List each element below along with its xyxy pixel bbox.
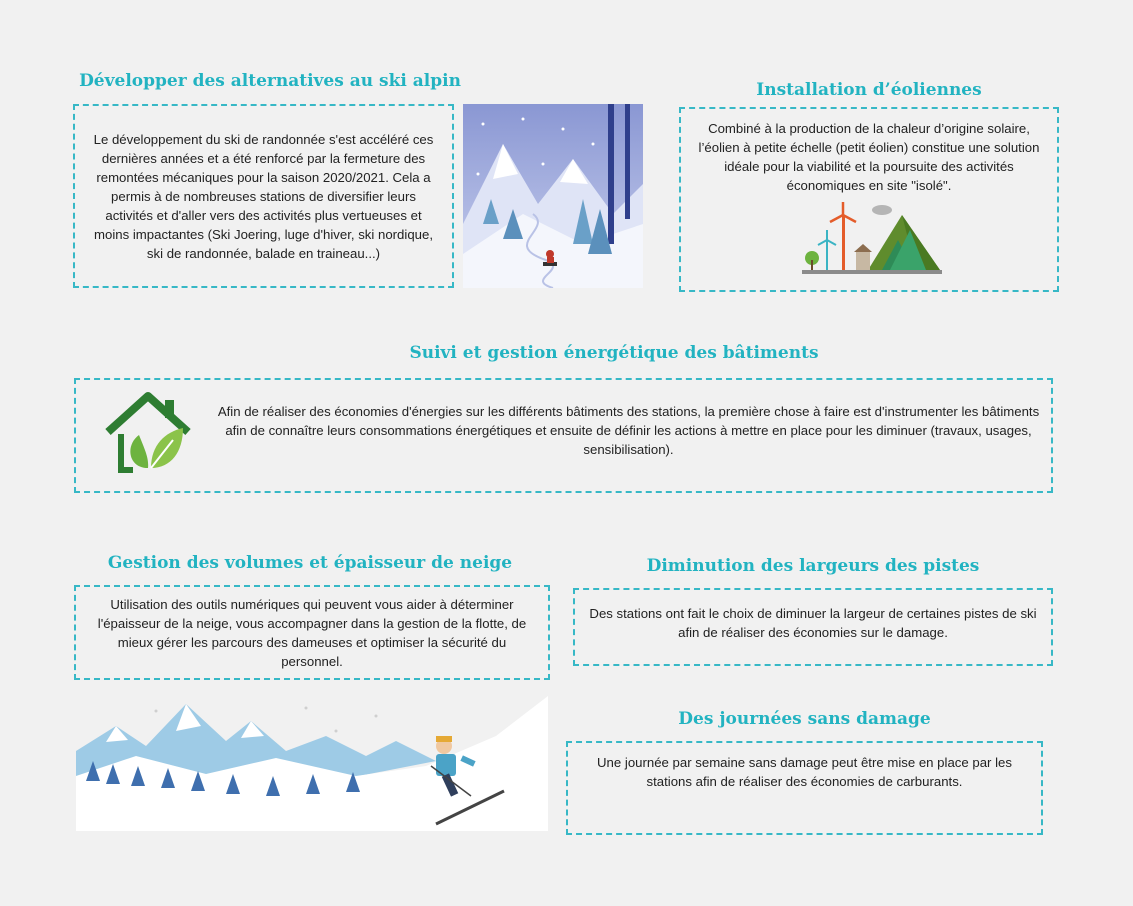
no-grooming-days-box [566,741,1043,835]
snow-management-text: Utilisation des outils numériques qui peuvent vous aider à déterminer l'épaisseur de la neige, vous accompagner dans la gestion de la flotte, de mieux gérer les parcours des dameuses et optimiser la sécurité du personnel. [97,596,527,669]
section-title-no-grooming-days: Des journées sans damage [678,709,931,729]
section-title-piste-width: Diminution des largeurs des pistes [646,556,980,576]
piste-width-box [573,588,1053,666]
section-title-building-energy: Suivi et gestion énergétique des bâtiments [409,343,819,363]
building-energy-text: Afin de réaliser des économies d'énergies sur les différents bâtiments des stations, la première chose à faire est d'instrumenter les bâtiments afin de connaître leurs consommations énergétiques et ensuite de définir les actions à mettre en place pour les diminuer (travaux, usages, sensibilisation). [217,404,1040,457]
ski-alternatives-text: Le développement du ski de randonnée s'est accéléré ces dernières années et a été renforcé par la fermeture des remontées mécaniques pour la saison 2020/2021. Cela a permis à de nombreuses stations de diversifier leurs activités et d'aller vers des activités plus vertueuses et moins impactantes (Ski Joering, luge d'hiver, ski nordique, ski de randonnée, balade en traineau...) [93,131,434,261]
skier-mountain-banner [76,696,548,831]
snow-management-box [74,585,550,680]
section-title-wind-turbines: Installation d’éoliennes [756,80,982,100]
eco-house-leaf-icon [103,390,193,476]
no-grooming-days-text: Une journée par semaine sans damage peut être mise en place par les stations afin de réaliser des économies de carburants. [597,755,1012,789]
section-title-ski-alternatives: Développer des alternatives au ski alpin [79,71,461,91]
wind-turbine-landscape-icon [798,200,944,276]
building-energy-box [74,378,1053,493]
snowboarder-mountain-illustration [463,104,643,288]
piste-width-text: Des stations ont fait le choix de diminuer la largeur de certaines pistes de ski afin de réaliser des économies sur le damage. [589,606,1037,640]
ski-alternatives-box [73,104,454,288]
wind-turbines-text: Combiné à la production de la chaleur d’origine solaire, l’éolien à petite échelle (petit éolien) constitue une solution idéale pour la viabilité et la poursuite des activités économiques en site "isolé". [698,121,1040,193]
section-title-snow-management: Gestion des volumes et épaisseur de neige [107,553,513,573]
